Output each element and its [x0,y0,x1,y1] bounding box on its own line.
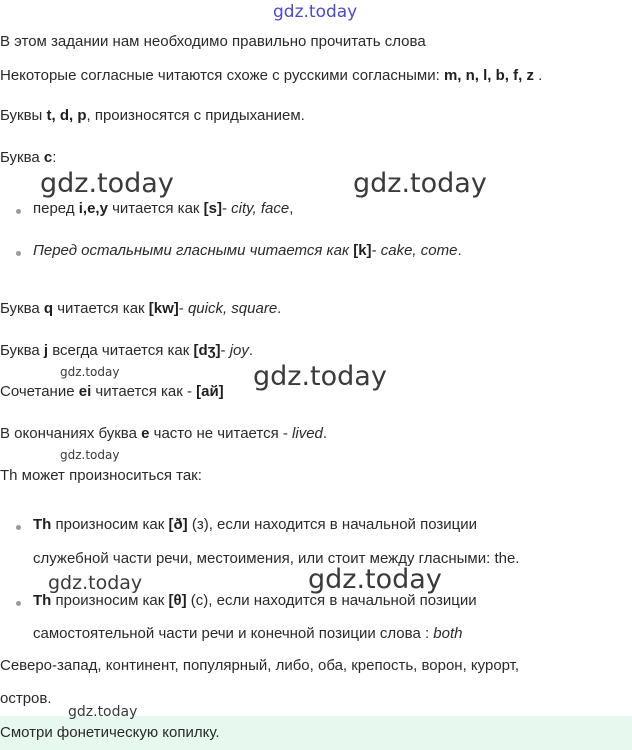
watermark-logo: gdz.today [273,2,358,22]
watermark: gdz.today [48,572,143,594]
th-heading: Th может произноситься так: [0,467,202,484]
silent-e-line: В окончаниях буква e часто не читается - lived. [0,425,328,442]
phonetic-note-line: Смотри фонетическую копилку. [0,724,220,741]
translation-words-line-1: Северо-запад, континент, популярный, либо, оба, крепость, ворон, курорт, [0,657,520,674]
similar-consonants-line: Некоторые согласные читаются схоже с русскими согласными: m, n, l, b, f, z . [0,67,543,84]
bullet-dot [16,601,21,606]
watermark: gdz.today [308,564,442,595]
aspirated-letters-line: Буквы t, d, p, произносятся с придыханием. [0,107,305,124]
letter-j-line: Буква j всегда читается как [dʒ]- joy. [0,342,254,359]
bullet-dot [16,525,21,530]
letter-c-heading: Буква c: [0,149,57,166]
watermark: gdz.today [353,168,487,199]
ei-combination-line: Сочетание ei читается как - [ай] [0,383,224,400]
th-voiced-rule-line-1: Th произносим как [ð] (з), если находится в начальной позиции [33,516,478,533]
watermark: gdz.today [40,168,174,199]
letter-q-line: Буква q читается как [kw]- quick, square. [0,300,282,317]
intro-line: В этом задании нам необходимо правильно прочитать слова [0,33,426,50]
th-voiceless-rule-line-2: самостоятельной части речи и конечной позиции слова : both [33,625,463,642]
th-voiced-rule-line-2: служебной части речи, местоимения, или стоит между гласными: the. [33,550,520,567]
letter-c-rule-1: перед i,e,y читается как [s]- city, face, [33,200,294,217]
bullet-dot [16,209,21,214]
translation-words-line-2: остров. [0,690,52,707]
watermark: gdz.today [253,361,387,392]
th-voiceless-rule-line-1: Th произносим как [θ] (с), если находится в начальной позиции [33,592,477,609]
letter-c-rule-2: Перед остальными гласными читается как [k]- cake, come. [33,242,462,259]
bullet-dot [16,251,21,256]
watermark: gdz.today [60,448,120,462]
watermark: gdz.today [68,704,138,720]
watermark: gdz.today [60,365,120,379]
